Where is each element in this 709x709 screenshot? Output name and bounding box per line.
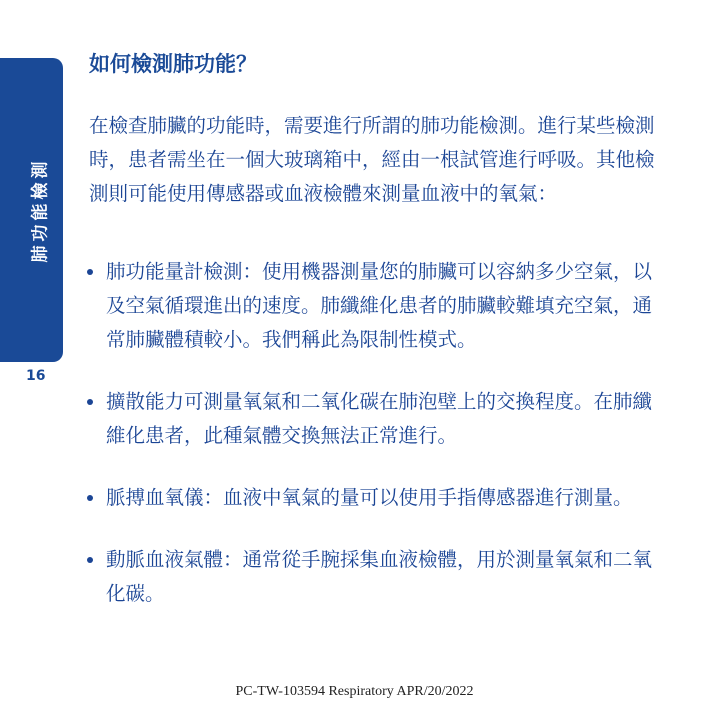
bullet-item (82, 255, 657, 357)
bullet-text: 動脈血液氣體：通常從手腕採集血液檢體，用於測量氧氣和二氧化碳。 (106, 548, 653, 605)
bullet-list (82, 255, 657, 611)
side-tab-label: 肺功能檢測 (30, 157, 51, 263)
bullet-dot-icon (87, 399, 93, 405)
intro-paragraph: 在檢查肺臟的功能時，需要進行所謂的肺功能檢測。進行某些檢測時，患者需坐在一個大玻璃箱中，經由一根試管進行呼吸。其他檢測則可能使用傳感器或血液檢體來測量血液中的氧氣： (89, 114, 655, 205)
bullet-text: 脈搏血氧儀：血液中氧氣的量可以使用手指傳感器進行測量。 (106, 486, 633, 509)
bullet-item (82, 543, 657, 611)
bullet-text: 肺功能量計檢測：使用機器測量您的肺臟可以容納多少空氣，以及空氣循環進出的速度。肺纖維化患者的肺臟較難填充空氣，通常肺臟體積較小。我們稱此為限制性模式。 (106, 260, 653, 351)
page-number: 16 (26, 368, 46, 384)
bullet-item (82, 481, 657, 515)
bullet-dot-icon (87, 495, 93, 501)
footer-code: PC-TW-103594 Respiratory APR/20/2022 (235, 684, 474, 699)
bullet-dot-icon (87, 269, 93, 275)
page-title: 如何檢測肺功能？ (89, 52, 257, 76)
bullet-dot-icon (87, 557, 93, 563)
bullet-text: 擴散能力可測量氧氣和二氧化碳在肺泡壁上的交換程度。在肺纖維化患者，此種氣體交換無法正常進行。 (106, 390, 653, 447)
bullet-item (82, 385, 657, 453)
